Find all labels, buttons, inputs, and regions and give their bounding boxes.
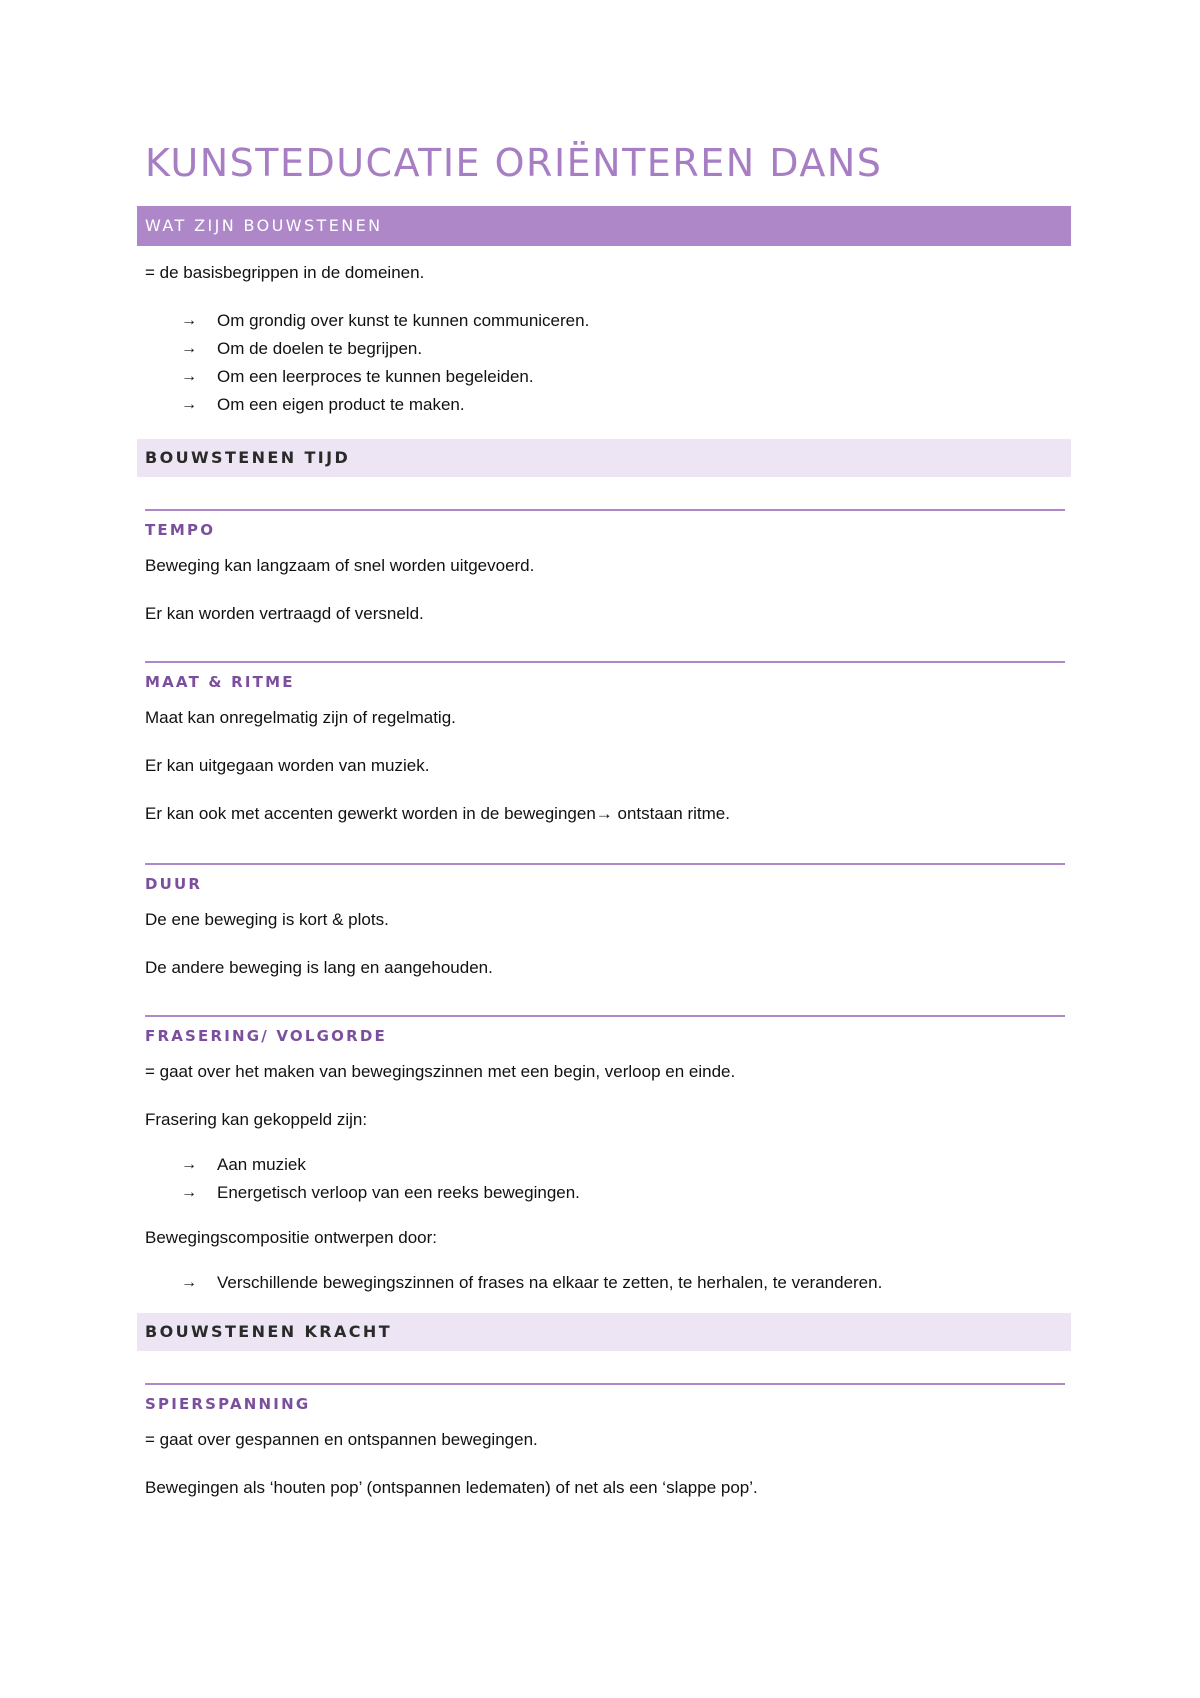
list-item: → Energetisch verloop van een reeks bewegingen.: [137, 1179, 1071, 1207]
document-content: [137, 140, 1071, 1499]
frasering-line-2: Frasering kan gekoppeld zijn:: [145, 1110, 368, 1129]
spierspanning-line-1: = gaat over gespannen en ontspannen bewegingen.: [145, 1430, 538, 1449]
compositie-bullet-list: [137, 1269, 1071, 1297]
arrow-right-icon: →: [181, 368, 197, 385]
arrow-right-icon: →: [181, 312, 197, 329]
list-item: → Om de doelen te begrijpen.: [137, 335, 1071, 363]
tempo-line-2: Er kan worden vertraagd of versneld.: [145, 604, 424, 623]
intro-bullet-list: [137, 307, 1071, 419]
list-item: → Verschillende bewegingszinnen of frases na elkaar te zetten, te herhalen, te veranderen.: [137, 1269, 1071, 1297]
section-heading-tijd: BOUWSTENEN TIJD: [137, 439, 1071, 477]
maat-line-2: Er kan uitgegaan worden van muziek.: [145, 756, 430, 775]
arrow-right-icon: →: [181, 1274, 197, 1291]
subheading-maat-ritme: MAAT & RITME: [145, 661, 1065, 693]
document-title: KUNSTEDUCATIE ORIËNTEREN DANS: [145, 141, 883, 185]
maat-line-3: Er kan ook met accenten gewerkt worden in de bewegingen→ ontstaan ritme.: [145, 804, 730, 823]
list-item: → Aan muziek: [137, 1151, 1071, 1179]
subheading-duur: DUUR: [145, 863, 1065, 895]
maat-line-1: Maat kan onregelmatig zijn of regelmatig.: [145, 708, 456, 727]
list-item: → Om grondig over kunst te kunnen communiceren.: [137, 307, 1071, 335]
arrow-right-icon: →: [181, 340, 197, 357]
frasering-bullet-list: [137, 1151, 1071, 1207]
arrow-right-icon: →: [181, 1184, 197, 1201]
spierspanning-line-2: Bewegingen als ‘houten pop’ (ontspannen ledematen) of net als een ‘slappe pop’.: [145, 1478, 758, 1497]
list-item: → Om een eigen product te maken.: [137, 391, 1071, 419]
subheading-spierspanning: SPIERSPANNING: [145, 1383, 1065, 1415]
intro-text: = de basisbegrippen in de domeinen.: [145, 263, 425, 282]
frasering-line-1: = gaat over het maken van bewegingszinnen met een begin, verloop en einde.: [145, 1062, 736, 1081]
duur-line-1: De ene beweging is kort & plots.: [145, 910, 389, 929]
list-item: → Om een leerproces te kunnen begeleiden.: [137, 363, 1071, 391]
frasering-line-3: Bewegingscompositie ontwerpen door:: [145, 1228, 438, 1247]
section-heading-kracht: BOUWSTENEN KRACHT: [137, 1313, 1071, 1351]
arrow-right-icon: →: [595, 804, 613, 823]
banner-wat-zijn-bouwstenen: WAT ZIJN BOUWSTENEN: [137, 206, 1071, 246]
subheading-frasering: FRASERING/ VOLGORDE: [145, 1015, 1065, 1047]
tempo-line-1: Beweging kan langzaam of snel worden uitgevoerd.: [145, 556, 535, 575]
duur-line-2: De andere beweging is lang en aangehouden.: [145, 958, 493, 977]
subheading-tempo: TEMPO: [145, 509, 1065, 541]
arrow-right-icon: →: [181, 396, 197, 413]
arrow-right-icon: →: [181, 1156, 197, 1173]
